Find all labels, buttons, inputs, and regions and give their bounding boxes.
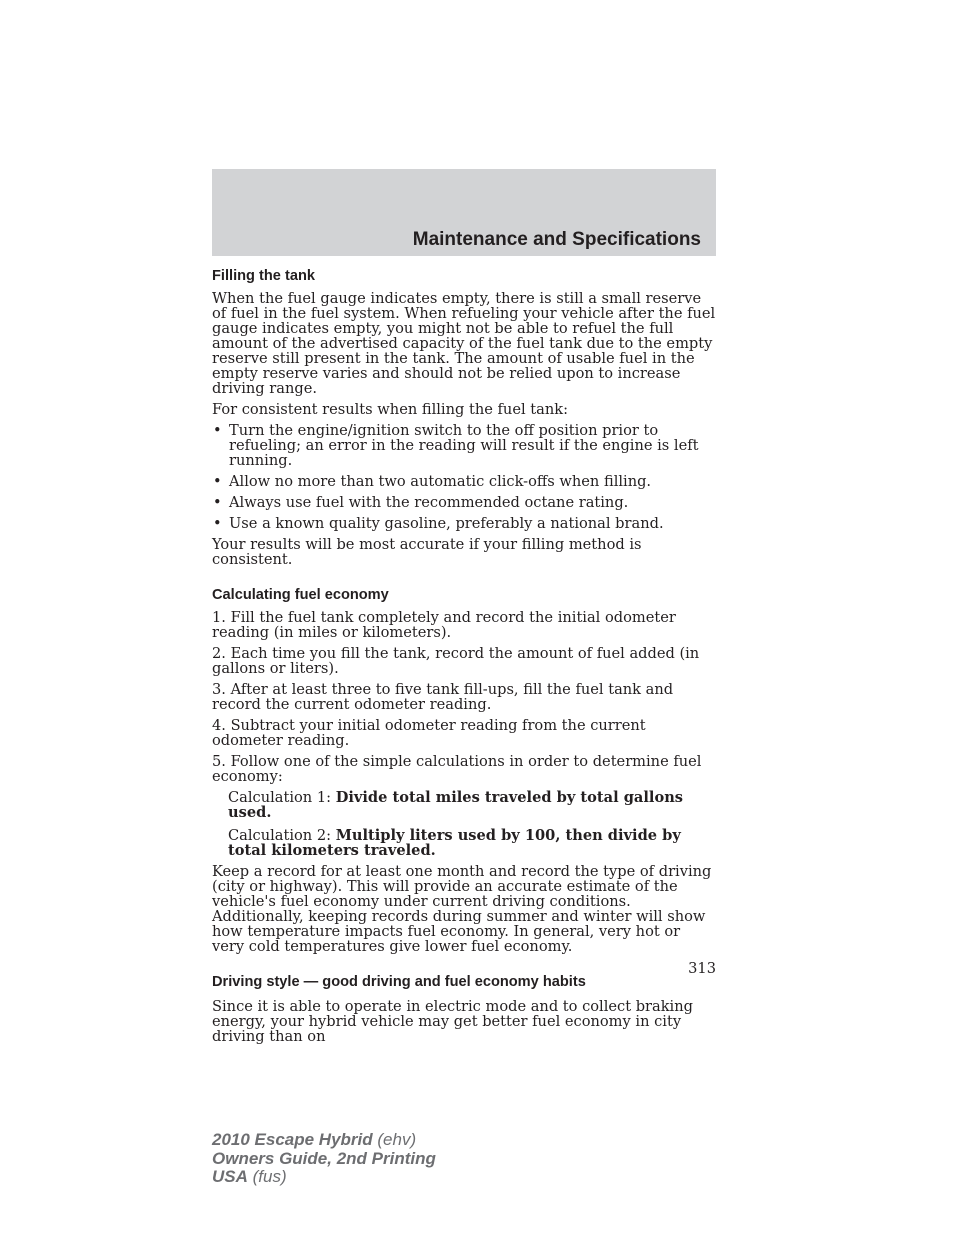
document-footer xyxy=(212,1131,436,1187)
calculation-1 xyxy=(212,790,716,820)
calculation-2-label: Calculation 2: xyxy=(228,827,332,844)
calculation-1-label: Calculation 1: xyxy=(228,789,332,806)
calculation-1-text: Divide total miles traveled by total gallons used. xyxy=(228,789,684,821)
filling-closing: Your results will be most accurate if your filling method is consistent. xyxy=(212,536,642,568)
bullet-icon: • xyxy=(213,494,222,511)
economy-step-1: 1. Fill the fuel tank completely and record the initial odometer reading (in miles or kilometers). xyxy=(212,609,676,641)
economy-step-3: 3. After at least three to five tank fill-ups, fill the fuel tank and record the current odometer reading. xyxy=(212,681,674,713)
bullet-icon: • xyxy=(213,422,222,439)
bullet-icon: • xyxy=(213,515,222,532)
list-item xyxy=(212,474,716,489)
bullet-text: Turn the engine/ignition switch to the off position prior to refueling; an error in the reading will result if the engine is left running. xyxy=(229,422,699,469)
filling-paragraph: When the fuel gauge indicates empty, there is still a small reserve of fuel in the fuel system. When refueling your vehicle after the fuel gauge indicates empty, you might not be able to refuel the full amount of the advertised capacity of the fuel tank due to the empty reserve still present in the tank. The amount of usable fuel in the empty reserve varies and should not be relied upon to increase driving range. xyxy=(212,290,716,397)
footer-market: USA xyxy=(212,1167,248,1186)
driving-paragraph: Since it is able to operate in electric mode and to collect braking energy, your hybrid vehicle may get better fuel economy in city driving than on xyxy=(212,998,693,1045)
list-item xyxy=(212,423,716,468)
calculation-2 xyxy=(212,828,716,858)
economy-step-2: 2. Each time you fill the tank, record the amount of fuel added (in gallons or liters). xyxy=(212,645,700,677)
footer-line-3 xyxy=(212,1168,436,1187)
section-header-band xyxy=(212,169,716,256)
bullet-text: Allow no more than two automatic click-offs when filling. xyxy=(229,473,652,490)
filling-intro: For consistent results when filling the fuel tank: xyxy=(212,401,568,418)
footer-printing: Owners Guide, 2nd Printing xyxy=(212,1148,436,1168)
section-title: Maintenance and Specifications xyxy=(412,229,701,250)
heading-filling-the-tank: Filling the tank xyxy=(212,268,315,284)
heading-driving-style: Driving style — good driving and fuel economy habits xyxy=(212,974,586,990)
footer-line-1 xyxy=(212,1131,436,1150)
footer-line-2 xyxy=(212,1150,436,1169)
footer-market-code: (fus) xyxy=(252,1167,287,1186)
bullet-text: Use a known quality gasoline, preferably a national brand. xyxy=(229,515,664,532)
bullet-text: Always use fuel with the recommended octane rating. xyxy=(229,494,629,511)
economy-record-paragraph: Keep a record for at least one month and record the type of driving (city or highway). This will provide an accurate estimate of the vehicle's fuel economy under current driving conditions. Additionally, keeping records during summer and winter will show how temperature impacts fuel economy. In general, very hot or very cold temperatures give lower fuel economy. xyxy=(212,863,712,955)
page-number: 313 xyxy=(688,960,716,977)
list-item xyxy=(212,516,716,531)
filling-bullet-list xyxy=(212,423,716,531)
footer-model: 2010 Escape Hybrid xyxy=(212,1130,373,1149)
page-content xyxy=(212,268,716,1044)
list-item xyxy=(212,495,716,510)
economy-step-5: 5. Follow one of the simple calculations in order to determine fuel economy: xyxy=(212,753,702,785)
bullet-icon: • xyxy=(213,473,222,490)
footer-model-code: (ehv) xyxy=(377,1130,417,1149)
heading-calculating-fuel-economy: Calculating fuel economy xyxy=(212,587,389,603)
calculation-2-text: Multiply liters used by 100, then divide by total kilometers traveled. xyxy=(228,827,681,859)
economy-step-4: 4. Subtract your initial odometer reading from the current odometer reading. xyxy=(212,717,646,749)
